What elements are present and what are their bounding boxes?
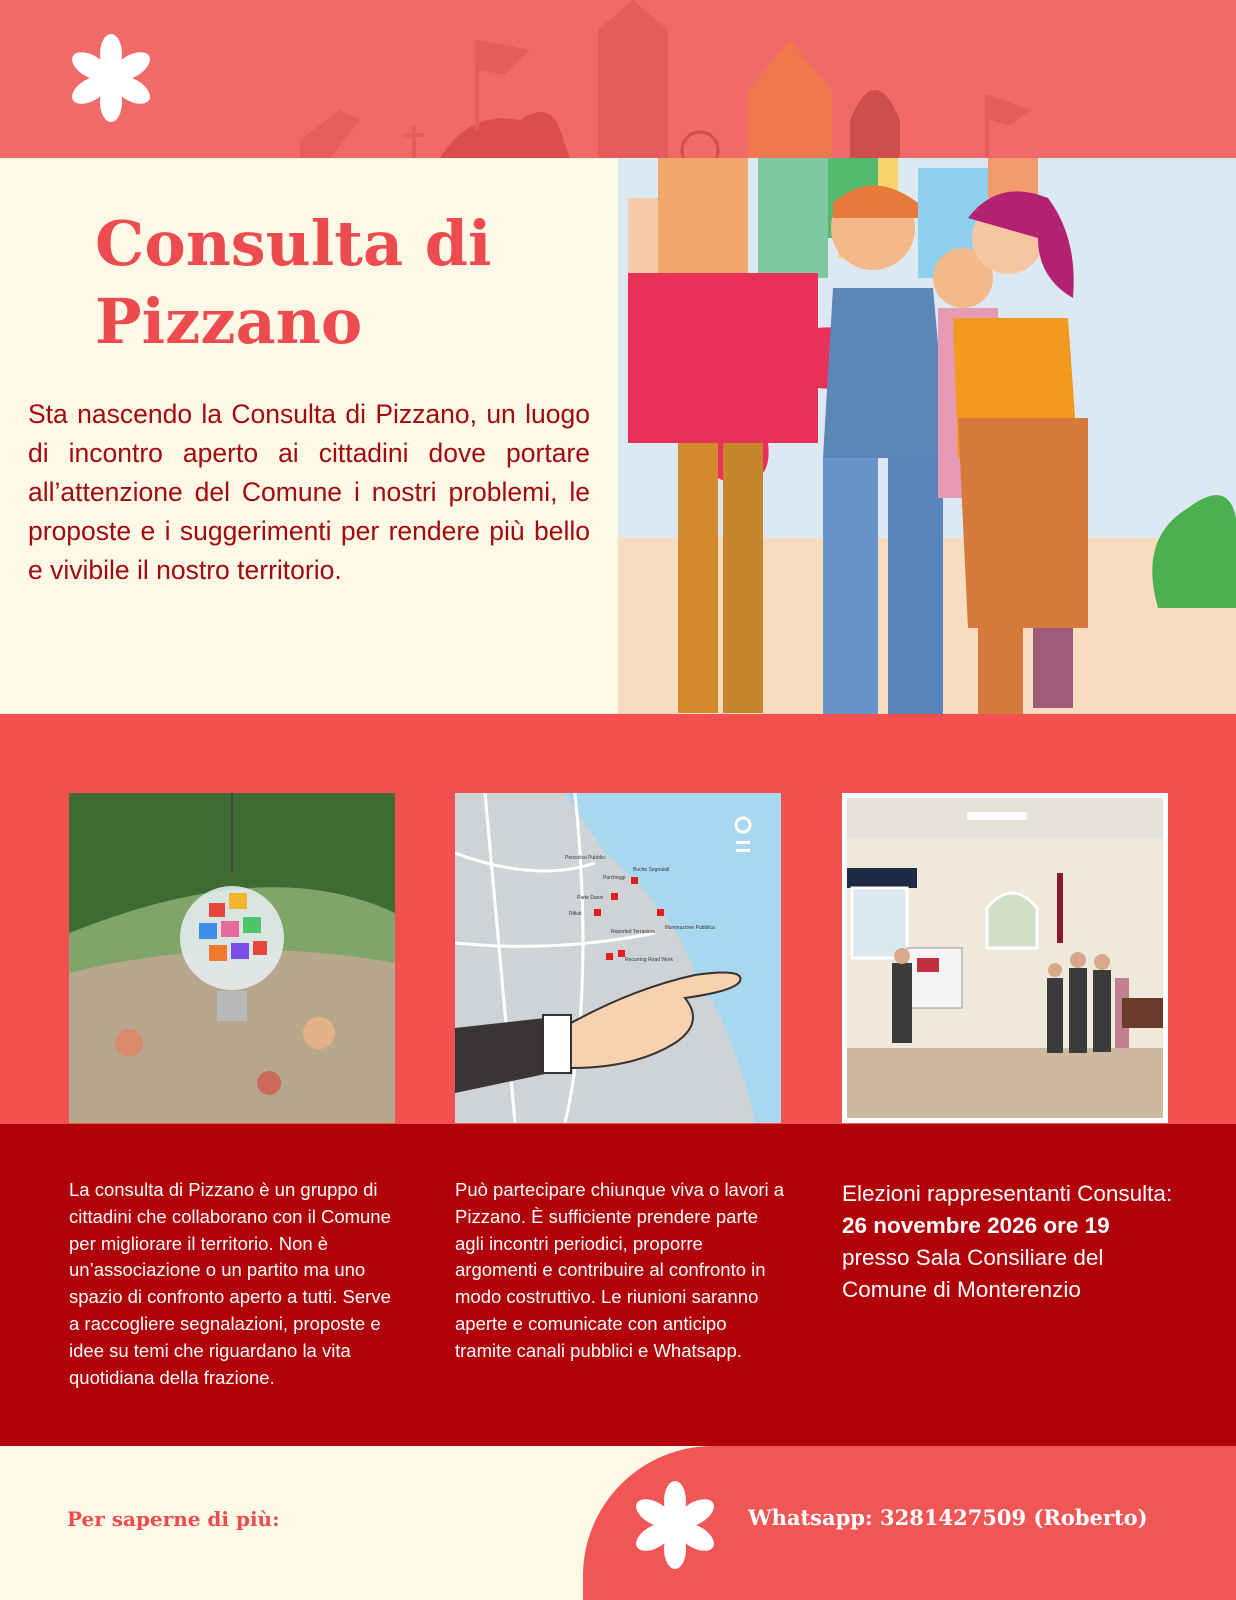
whatsapp-contact-link[interactable]: Whatsapp: 3281427509 (Roberto): [748, 1505, 1148, 1530]
map-label: Parte Danni: [577, 895, 604, 901]
lightbulb-village-image: [69, 793, 395, 1123]
asterisk-flower-icon: [66, 33, 156, 123]
banner-skyline-decoration: [0, 0, 1236, 158]
elections-text: [842, 1178, 1182, 1306]
elections-lead: Elezioni rappresentanti Consulta:: [842, 1181, 1173, 1206]
map-label: Pericolosi Pubblici: [565, 855, 606, 861]
map-label: Parcheggi: [603, 875, 626, 881]
map-label: Rifiuti: [569, 911, 582, 917]
more-info-label: Per saperne di più:: [67, 1507, 280, 1531]
map-label: Buche Segnalati: [633, 867, 670, 873]
voting-room-photo: [842, 793, 1168, 1123]
community-illustration: [618, 158, 1236, 714]
map-label: Illuminazione Pubblica: [665, 925, 715, 931]
about-consulta-text: La consulta di Pizzano è un gruppo di cittadini che collaborano con il Comune per migliorare il territorio. Non è un’associazione o un partito ma uno spazio di confronto aperto a tutti. Serve a raccogliere segnalazioni, proposte e idee su temi che riguardano la vita quotidiana della frazione.: [69, 1179, 391, 1388]
asterisk-flower-icon: [630, 1480, 720, 1570]
map-label: Recurring Road Work: [625, 957, 673, 963]
map-label: Reported Terrasiors: [611, 929, 655, 935]
map-pointing-image: [455, 793, 781, 1123]
participation-text: Può partecipare chiunque viva o lavori a Pizzano. È sufficiente prendere parte agli incontri periodici, proporre argomenti e contribuire al confronto in modo costruttivo. Le riunioni saranno aperte e comunicate con anticipo tramite canali pubblici e Whatsapp.: [455, 1179, 785, 1361]
intro-paragraph: Sta nascendo la Consulta di Pizzano, un luogo di incontro aperto ai cittadini dove portare all’attenzione del Comune i nostri problemi, le proposte e i suggerimenti per rendere più bello e vivibile il nostro territorio.: [28, 399, 590, 585]
page-title: Consulta di Pizzano: [95, 207, 492, 358]
top-banner: [0, 0, 1236, 158]
elections-location: presso Sala Consiliare del Comune di Monterenzio: [842, 1245, 1104, 1302]
elections-date: 26 novembre 2026 ore 19: [842, 1213, 1110, 1238]
